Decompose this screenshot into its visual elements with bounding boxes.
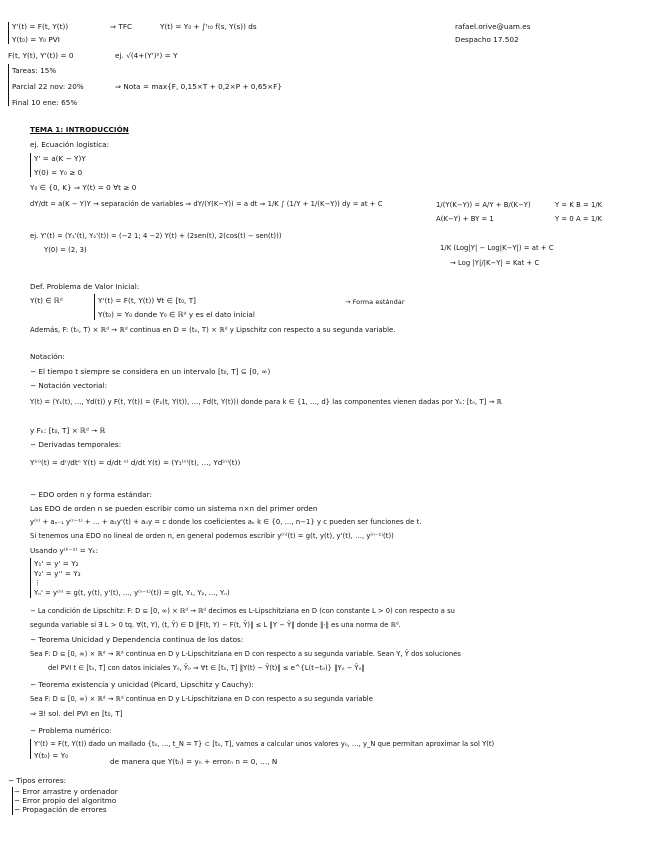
error-rounding: − Error arrastre y ordenador: [14, 787, 118, 796]
existence-statement: Sea F: D ⊆ [0, ∞) × ℝᵈ → ℝᵈ continua en D y L-Lipschitziana en D con respecto a su segunda variable: [30, 695, 373, 703]
lipschitz-def-2: segunda variable si ∃ L > 0 tq. ∀(t, Y), (t, Ŷ) ∈ D ‖F(t, Y) − F(t, Ŷ)‖ ≤ L ‖Y − Ŷ‖ donde ‖·‖ es una norma de ℝᵈ.: [30, 621, 401, 629]
numerical-brace: [30, 739, 31, 759]
pvi-space: Y(t) ∈ ℝᵈ: [30, 296, 63, 305]
partial-identity: A(K−Y) + BY = 1: [436, 215, 494, 223]
implicit-example: ej. √(4+(Y')²) = Y: [115, 51, 178, 60]
logistic-trivial: Y₀ ∈ {0, K} ⇒ Y(t) = 0 ∀t ≥ 0: [30, 183, 137, 192]
numerical-error: de manera que Y(tₙ) = yₙ + errorₙ n = 0, …, N: [110, 757, 278, 766]
grading-parcial: Parcial 22 nov: 20%: [12, 82, 84, 91]
uniqueness-bound: del PVI t ∈ [t₀, T] con datos iniciales Y₀, Ŷ₀ ⇒ ∀t ∈ [t₀, T] ‖Y(t) − Ŷ(t)‖ ≤ e^{L(t−t₀)} ‖Y₀ − Ŷ₀‖: [48, 664, 365, 672]
lipschitz-def: − La condición de Lipschitz: F: D ⊆ [0, ∞) × ℝᵈ → ℝᵈ decimos es L-Lipschitziana en D (con constante L > 0) con respecto a su: [30, 607, 455, 615]
existence-conclusion: ⇒ ∃! sol. del PVI en [t₀, T]: [30, 709, 123, 718]
system-brace: [8, 22, 9, 44]
numerical-title: − Problema numérico:: [30, 726, 112, 735]
coef-a: Y = 0 A = 1/K: [555, 215, 603, 223]
edo-title: − EDO orden n y forma estándar:: [30, 490, 152, 499]
logistic-ic: Y(0) = Y₀ ≥ 0: [34, 168, 83, 177]
standard-form-note: → Forma estándar: [345, 298, 405, 306]
partial-fractions: 1/(Y(K−Y)) = A/Y + B/(K−Y): [436, 201, 531, 209]
pvi-continuity: Además, F: (t₀, T) × ℝᵈ → ℝᵈ continua en D = (t₀, T) × ℝᵈ y Lipschitz con respecto a su segunda variable.: [30, 326, 396, 334]
numerical-statement: Y'(t) = F(t, Y(t)) dado un mallado {t₀, …, t_N = T} ⊂ [t₀, T], vamos a calcular unos valores y₀, …, y_N que permitan aproximar la sol Y(t): [34, 740, 495, 748]
notation-title: Notación:: [30, 352, 65, 361]
example-linear-system: ej. Y'(t) = (Y₁'(t), Y₂'(t)) = (−2 1; 4 −2) Y(t) + (2sen(t), 2(cos(t) − sen(t))): [30, 232, 282, 240]
edo-brace: [30, 558, 31, 598]
existence-title: − Teorema existencia y unicidad (Picard, Lipschitz y Cauchy):: [30, 680, 254, 689]
ode-equation: Y'(t) = F(t, Y(t)): [12, 22, 69, 31]
edo-substitution: Usando y⁽ᵏ⁻¹⁾ = Yₖ:: [30, 546, 99, 555]
example-linear-ic: Y(0) = (2, 3): [44, 246, 87, 254]
numerical-ic: Y(t₀) = Y₀: [34, 751, 69, 760]
initial-condition: Y(t₀) = Y₀ PVI: [12, 35, 60, 44]
logistic-title: ej. Ecuación logística:: [30, 140, 110, 149]
uniqueness-title: − Teorema Unicidad y Dependencia continua de los datos:: [30, 635, 244, 644]
section-title: TEMA 1: INTRODUCCIÓN: [30, 125, 129, 134]
edo-s3: ⋮: [34, 578, 42, 587]
edo-system: Las EDO de orden n se pueden escribir como un sistema n×n del primer orden: [30, 504, 318, 513]
notation-vector-title: − Notación vectorial:: [30, 381, 108, 390]
email: rafael.orive@uam.es: [455, 22, 531, 31]
notation-time: − El tiempo t siempre se considera en un intervalo [t₀, T] ⊆ [0, ∞): [30, 367, 271, 376]
edo-s4: Yₙ' = y⁽ⁿ⁾ = g(t, y(t), y'(t), …, y⁽ⁿ⁻¹⁾(t)) = g(t, Y₁, Y₂, …, Yₙ): [34, 589, 230, 597]
pvi-title: Def. Problema de Valor Inicial:: [30, 282, 140, 291]
grading-formula: ⇒ Nota = max{F, 0,15×T + 0,2×P + 0,65×F}: [115, 82, 282, 91]
separation-of-variables: dY/dt = a(K − Y)Y → separación de variables ⇒ dY/(Y(K−Y)) = a dt ⇒ 1/K ∫ (1/Y + 1/(K−Y)) dy = at + C: [30, 200, 383, 208]
grading-brace: [8, 64, 9, 106]
edo-nonlinear: Si tenemos una EDO no lineal de orden n, en general podemos escribir y⁽ⁿ⁾(t) = g(t, y(t), y'(t), …, y⁽ⁿ⁻¹⁾(t)): [30, 532, 394, 540]
office: Despacho 17.502: [455, 35, 519, 44]
derivatives-title: − Derivadas temporales:: [30, 440, 122, 449]
edo-s2: Y₂' = y'' = Y₃: [34, 569, 81, 578]
edo-s1: Y₁' = y' = Y₂: [34, 559, 79, 568]
pvi-brace: [94, 294, 95, 320]
logistic-brace: [30, 153, 31, 177]
errors-brace: [12, 787, 13, 815]
tfc-formula: Y(t) = Y₀ + ∫ᵗₜ₀ f(s, Y(s)) ds: [160, 22, 257, 31]
edo-linear: y⁽ⁿ⁾ + aₙ₋₁ y⁽ⁿ⁻¹⁾ + … + a₁y'(t) + a₀y = c donde los coeficientes aₖ k ∈ {0, …, n−1} y c pueden ser funciones de t.: [30, 518, 422, 526]
notation-vector: Y(t) = (Y₁(t), …, Yd(t)) y F(t, Y(t)) = (F₁(t, Y(t)), …, Fd(t, Y(t))) donde para k ∈ {1, …, d} las componentes vienen dadas por Yₖ: [t₀, T] → ℝ: [30, 398, 502, 406]
grading-tareas: Tareas: 15%: [12, 66, 57, 75]
derivatives-formula: Y⁽ⁿ⁾(t) = dⁿ/dtⁿ Y(t) = d/dt ⁿ⁾ d/dt Y(t) = (Y₁⁽ⁿ⁾(t), …, Yd⁽ⁿ⁾(t)): [30, 458, 241, 467]
tfc-label: ⇒ TFC: [110, 22, 133, 31]
logistic-eq: Y' = a(K − Y)Y: [34, 154, 86, 163]
coef-b: Y = K B = 1/K: [555, 201, 603, 209]
log-solution: 1/K (Log|Y| − Log|K−Y|) = at + C: [440, 244, 554, 252]
pvi-initial: Y(t₀) = Y₀ donde Y₀ ∈ ℝᵈ y es el dato inicial: [98, 310, 255, 319]
error-algorithm: − Error propio del algoritmo: [14, 796, 117, 805]
errors-title: − Tipos errores:: [8, 776, 67, 785]
uniqueness-statement: Sea F: D ⊆ [0, ∞) × ℝᵈ → ℝᵈ continua en D y L-Lipschitziana en D con respecto a su segunda variable. Sean Y, Ŷ dos soluciones: [30, 650, 461, 658]
notation-components: y Fₖ: [t₀, T] × ℝᵈ → ℝ: [30, 426, 106, 435]
pvi-equation: Y'(t) = F(t, Y(t)) ∀t ∈ [t₀, T]: [98, 296, 196, 305]
error-propagation: − Propagación de errores: [14, 805, 107, 814]
grading-final: Final 10 ene: 65%: [12, 98, 78, 107]
log-solution-2: → Log |Y|/|K−Y| = Kat + C: [450, 259, 540, 267]
implicit-ode: F(t, Y(t), Y'(t)) = 0: [8, 51, 74, 60]
